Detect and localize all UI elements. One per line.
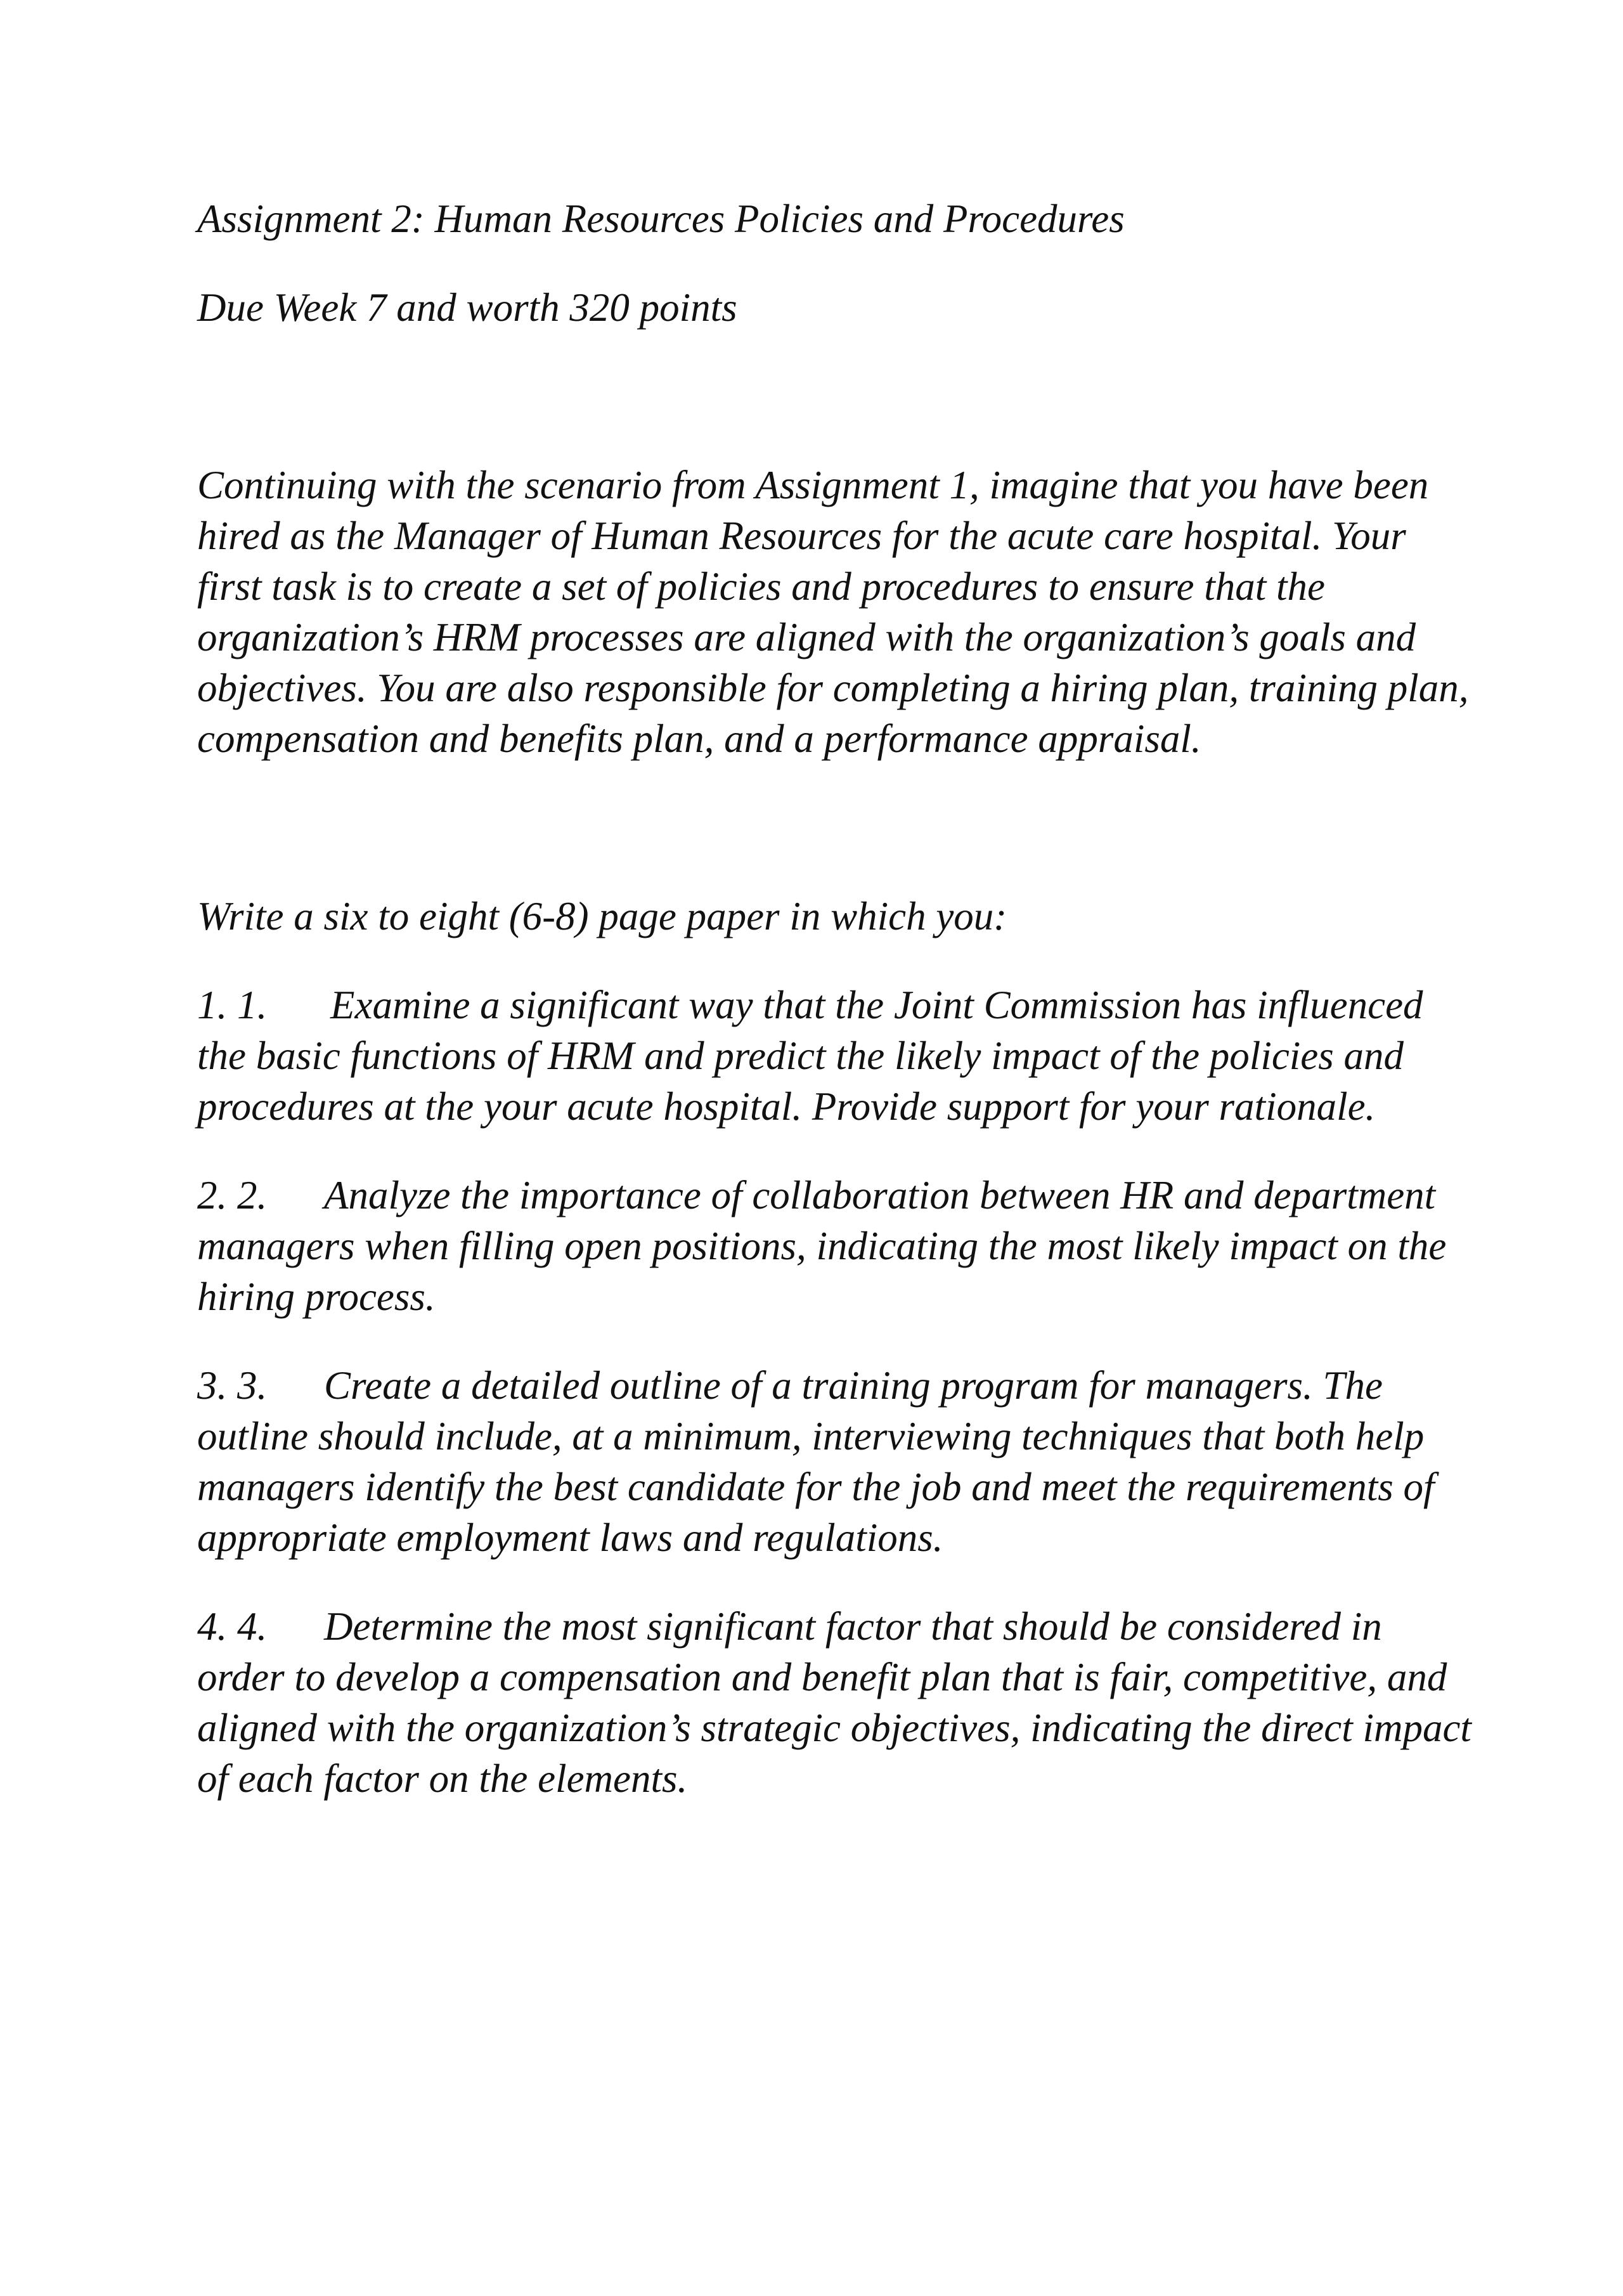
instructions-prompt: Write a six to eight (6-8) page paper in which you: — [197, 894, 1007, 938]
list-item-number: 3. 3. — [197, 1363, 268, 1408]
list-item — [197, 1170, 1478, 1322]
document-body — [197, 193, 1478, 1804]
list-item-text: Examine a significant way that the Joint Commission has influenced the basic functions of HRM and predict the likely impact of the policies and procedures at the your acute hospital. Provide support for your rationale. — [197, 983, 1423, 1129]
intro-paragraph: Continuing with the scenario from Assignment 1, imagine that you have been hired as the Manager of Human Resources for the acute care hospital. Your first task is to create a set of policies and procedures to ensure that the organization’s HRM processes are aligned with the organization’s goals and objectives. You are also responsible for completing a hiring plan, training plan, compensation and benefits plan, and a performance appraisal. — [197, 463, 1469, 761]
assignment-title: Assignment 2: Human Resources Policies and Procedures — [197, 197, 1125, 241]
list-item — [197, 1601, 1478, 1804]
list-item — [197, 1360, 1478, 1563]
list-item-number: 1. 1. — [197, 983, 268, 1027]
list-item-text: Create a detailed outline of a training program for managers. The outline should include, at a minimum, interviewing techniques that both help managers identify the best candidate for the job and meet the requirements of appropriate employment laws and regulations. — [197, 1363, 1435, 1560]
list-item-text: Analyze the importance of collaboration between HR and department managers when filling open positions, indicating the most likely impact on the hiring process. — [197, 1173, 1447, 1319]
list-item — [197, 980, 1478, 1132]
due-line: Due Week 7 and worth 320 points — [197, 285, 737, 330]
list-item-number: 2. 2. — [197, 1173, 268, 1217]
list-item-number: 4. 4. — [197, 1604, 268, 1649]
list-item-text: Determine the most significant factor that should be considered in order to develop a compensation and benefit plan that is fair, competitive, and aligned with the organization’s strategic objectives, indicating the direct impact of each factor on the elements. — [197, 1604, 1471, 1801]
